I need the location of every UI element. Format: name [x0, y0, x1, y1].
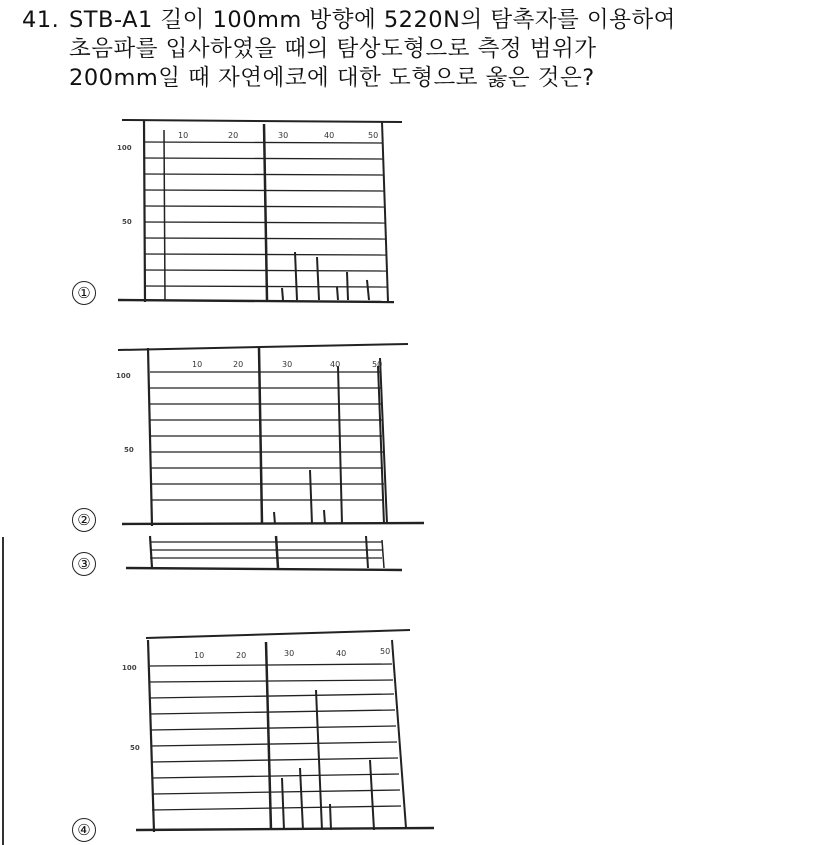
- x-tick: 10: [194, 651, 205, 660]
- option-1-marker[interactable]: ①: [72, 281, 96, 305]
- x-tick: 20: [233, 360, 244, 369]
- option-2-marker[interactable]: ②: [72, 508, 96, 532]
- option-3-marker[interactable]: ③: [72, 552, 96, 576]
- x-tick: 50: [380, 647, 391, 656]
- x-tick: 20: [228, 131, 239, 140]
- x-tick: 30: [278, 131, 289, 140]
- margin-rule: [2, 537, 4, 845]
- x-tick: 10: [178, 131, 189, 140]
- y-label-mid: 50: [130, 744, 140, 752]
- y-label-mid: 50: [124, 446, 134, 454]
- x-tick: 20: [236, 651, 247, 660]
- question-line-1-text: STB-A1 길이 100mm 방향에 5220N의 탐촉자를 이용하여: [69, 7, 676, 33]
- question-line-1: [22, 6, 812, 35]
- option-3-waveform: [120, 532, 410, 576]
- echoes: [282, 252, 369, 300]
- x-tick: 40: [330, 360, 341, 369]
- x-tick: 30: [284, 649, 295, 658]
- option-1-waveform: [112, 112, 412, 307]
- y-label-top: 100: [122, 664, 137, 672]
- gridlines: [150, 372, 384, 500]
- y-label-mid: 50: [122, 218, 132, 226]
- option-4-waveform: [116, 628, 438, 838]
- question-line-3: 200mm일 때 자연에코에 대한 도형으로 옳은 것은?: [69, 65, 595, 91]
- question-number: 41.: [22, 7, 60, 33]
- x-tick: 10: [192, 360, 203, 369]
- x-tick: 40: [336, 649, 347, 658]
- option-4-marker[interactable]: ④: [72, 818, 96, 842]
- question-text: [22, 6, 812, 93]
- gridlines: [150, 664, 401, 810]
- x-tick: 30: [282, 360, 293, 369]
- question-line-2: 초음파를 입사하였을 때의 탐상도형으로 측정 범위가: [69, 36, 597, 62]
- y-label-top: 100: [117, 144, 132, 152]
- x-tick: 50: [372, 360, 383, 369]
- option-2-waveform: [112, 340, 432, 530]
- y-label-top: 100: [116, 372, 131, 380]
- x-tick: 40: [324, 131, 335, 140]
- x-tick: 50: [368, 131, 379, 140]
